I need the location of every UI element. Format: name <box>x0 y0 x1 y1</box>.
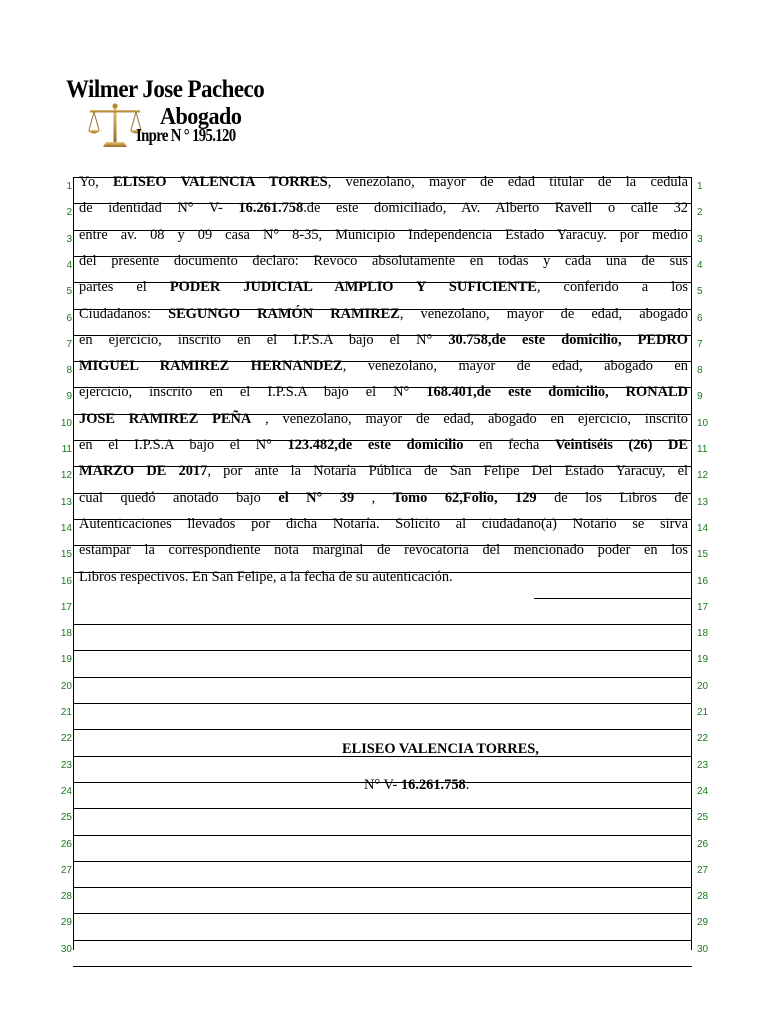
line-number-right: 30 <box>697 943 709 955</box>
line-number-left: 25 <box>60 812 72 824</box>
bold-text: ELISEO VALENCIA TORRES <box>113 174 328 190</box>
text-line <box>79 276 688 298</box>
line-number-right: 8 <box>697 365 703 377</box>
ruled-line <box>73 650 692 651</box>
line-number-right: 9 <box>697 391 703 403</box>
line-number-left: 6 <box>66 312 72 324</box>
text-segment: , <box>354 489 393 506</box>
bold-text: MARZO DE 2017 <box>79 463 208 480</box>
signature-id-number: 16.261.758 <box>400 777 466 793</box>
text-line <box>79 408 688 430</box>
line-number-right: 4 <box>697 259 703 271</box>
line-number-left: 7 <box>66 338 72 350</box>
bold-text: Veintiséis (26) DE <box>554 437 688 453</box>
line-number-left: 17 <box>60 601 72 613</box>
text-segment: de los Libros de <box>536 489 688 506</box>
line-number-right: 22 <box>697 733 709 745</box>
text-segment: del presente documento declaro: Revoco absolutamente en todas y cada una de sus <box>79 252 688 269</box>
ruled-line <box>73 624 692 625</box>
text-line <box>79 224 688 246</box>
line-number-left: 30 <box>60 943 72 955</box>
line-number-right: 12 <box>697 470 709 482</box>
line-number-left: 5 <box>66 286 72 298</box>
text-line <box>79 329 688 351</box>
ruled-line <box>73 913 692 914</box>
text-line <box>79 197 688 219</box>
text-line <box>79 513 688 535</box>
line-number-right: 2 <box>697 207 703 219</box>
bold-text: SEGUNGO RAMÓN RAMIREZ <box>168 305 400 322</box>
text-line <box>79 434 688 456</box>
ruled-line <box>73 887 692 888</box>
line-number-right: 24 <box>697 785 709 797</box>
text-segment: , venezolano, mayor de edad, abogado en ejercicio, inscrito <box>251 410 688 427</box>
line-number-right: 19 <box>697 654 709 666</box>
text-segment: Ciudadanos: <box>79 305 169 322</box>
line-number-right: 14 <box>697 522 709 534</box>
ruled-line <box>73 966 692 967</box>
bold-text: PODER JUDICIAL AMPLIO Y SUFICIENTE <box>169 279 537 296</box>
bold-text: 16.261.758 <box>238 200 304 217</box>
bold-text: 168.401,de este domicilio, RONALD <box>426 384 688 401</box>
line-number-left: 21 <box>60 707 72 718</box>
text-line <box>79 171 688 193</box>
ruled-line <box>534 598 692 599</box>
line-number-right: 15 <box>697 549 709 561</box>
line-number-right: 5 <box>697 286 703 298</box>
bold-text: MIGUEL RAMIREZ HERNANDEZ <box>79 358 343 375</box>
signature-name: ELISEO VALENCIA TORRES, <box>342 741 539 757</box>
line-number-left: 14 <box>60 522 72 534</box>
lawyer-title: Abogado <box>160 104 242 130</box>
line-number-right: 3 <box>697 233 703 245</box>
text-segment: de identidad N° V- <box>79 200 239 217</box>
line-number-left: 11 <box>61 444 72 455</box>
text-segment: Autenticaciones llevados por dicha Notaría. Solicito al ciudadano(a) Notario se sirva <box>79 515 688 532</box>
line-number-left: 27 <box>60 864 72 876</box>
line-number-right: 16 <box>697 575 709 587</box>
text-segment: en el I.P.S.A bajo el N° <box>79 437 288 453</box>
line-number-left: 18 <box>60 628 72 640</box>
line-number-left: 9 <box>66 391 72 403</box>
line-number-left: 4 <box>66 259 72 271</box>
line-number-right: 29 <box>697 917 709 929</box>
text-line <box>79 487 688 509</box>
line-number-left: 15 <box>60 549 72 561</box>
ruled-line <box>73 835 692 836</box>
text-segment: , venezolano, mayor de edad, abogado en <box>342 358 688 375</box>
ruled-line <box>73 677 692 678</box>
text-segment: cual quedó anotado bajo <box>79 489 279 506</box>
text-line <box>79 250 688 272</box>
bold-text: JOSE RAMIREZ PEÑA <box>79 410 252 427</box>
text-line <box>79 460 688 482</box>
text-segment: partes el <box>79 279 170 296</box>
text-segment: , venezolano, mayor de edad titular de la cedula <box>327 174 688 190</box>
line-number-left: 8 <box>66 365 72 377</box>
line-number-left: 12 <box>60 470 72 482</box>
line-number-left: 3 <box>66 233 72 245</box>
bold-text: Tomo 62,Folio, 129 <box>392 489 537 506</box>
line-number-right: 28 <box>697 891 709 903</box>
line-number-right: 21 <box>697 707 709 718</box>
line-number-right: 7 <box>697 338 703 350</box>
line-number-right: 10 <box>697 417 709 429</box>
ruled-line <box>73 861 692 862</box>
line-number-right: 17 <box>697 601 709 613</box>
line-number-right: 20 <box>697 680 709 692</box>
line-number-left: 22 <box>60 733 72 745</box>
letterhead <box>66 76 326 156</box>
text-line <box>79 303 688 325</box>
line-number-left: 1 <box>66 181 72 192</box>
line-number-left: 10 <box>60 417 72 429</box>
line-number-right: 6 <box>697 312 703 324</box>
text-segment: entre av. 08 y 09 casa N° 8-35, Municipio Independencia Estado Yaracuy. por medio <box>79 226 688 243</box>
line-number-left: 24 <box>60 785 72 797</box>
text-segment: en ejercicio, inscrito en el I.P.S.A bajo el N° <box>79 331 449 348</box>
lawyer-name: Wilmer Jose Pacheco <box>66 76 265 103</box>
text-line <box>79 539 688 561</box>
text-segment: , por ante la Notaría Pública de San Felipe Del Estado Yaracuy, el <box>207 463 688 480</box>
line-number-right: 1 <box>697 181 703 192</box>
text-segment: Libros respectivos. En San Felipe, a la fecha de su autenticación. <box>79 568 453 585</box>
line-number-left: 13 <box>60 496 72 508</box>
ruled-line <box>73 703 692 704</box>
text-segment: , conferido a los <box>536 279 688 296</box>
line-number-right: 18 <box>697 628 709 640</box>
text-segment: en fecha <box>463 437 555 453</box>
text-segment: estampar la correspondiente nota marginal de revocatoria del mencionado poder en los <box>79 542 688 559</box>
bold-text: el N° 39 <box>278 489 355 506</box>
inpre-number: Inpre N ° 195.120 <box>136 125 236 145</box>
text-segment: , venezolano, mayor de edad, abogado <box>399 305 688 322</box>
line-number-right: 11 <box>697 444 708 455</box>
ruled-line <box>73 808 692 809</box>
signature-id <box>364 774 469 796</box>
line-number-left: 29 <box>60 917 72 929</box>
text-line <box>79 381 688 403</box>
line-number-right: 13 <box>697 496 709 508</box>
line-number-left: 26 <box>60 838 72 850</box>
line-number-left: 16 <box>60 575 72 587</box>
text-segment: ejercicio, inscrito en el I.P.S.A bajo el N° <box>79 384 427 401</box>
bold-text: 30.758,de este domicilio, PEDRO <box>448 331 688 348</box>
line-number-right: 23 <box>697 759 709 771</box>
line-number-left: 20 <box>60 680 72 692</box>
line-number-left: 2 <box>66 207 72 219</box>
line-number-right: 25 <box>697 812 709 824</box>
signature-id-suffix: . <box>465 777 470 793</box>
line-number-left: 28 <box>60 891 72 903</box>
text-line <box>79 355 688 377</box>
text-line <box>79 566 688 588</box>
text-segment: Yo, <box>79 174 114 190</box>
line-number-left: 23 <box>60 759 72 771</box>
signature-id-prefix: N° V- <box>364 777 401 793</box>
line-number-right: 27 <box>697 864 709 876</box>
line-number-right: 26 <box>697 838 709 850</box>
bold-text: 123.482,de este domicilio <box>287 437 464 453</box>
text-segment: .de este domiciliado, Av. Alberto Ravell o calle 32 <box>303 200 688 217</box>
line-number-left: 19 <box>60 654 72 666</box>
ruled-line <box>73 940 692 941</box>
ruled-line <box>73 729 692 730</box>
